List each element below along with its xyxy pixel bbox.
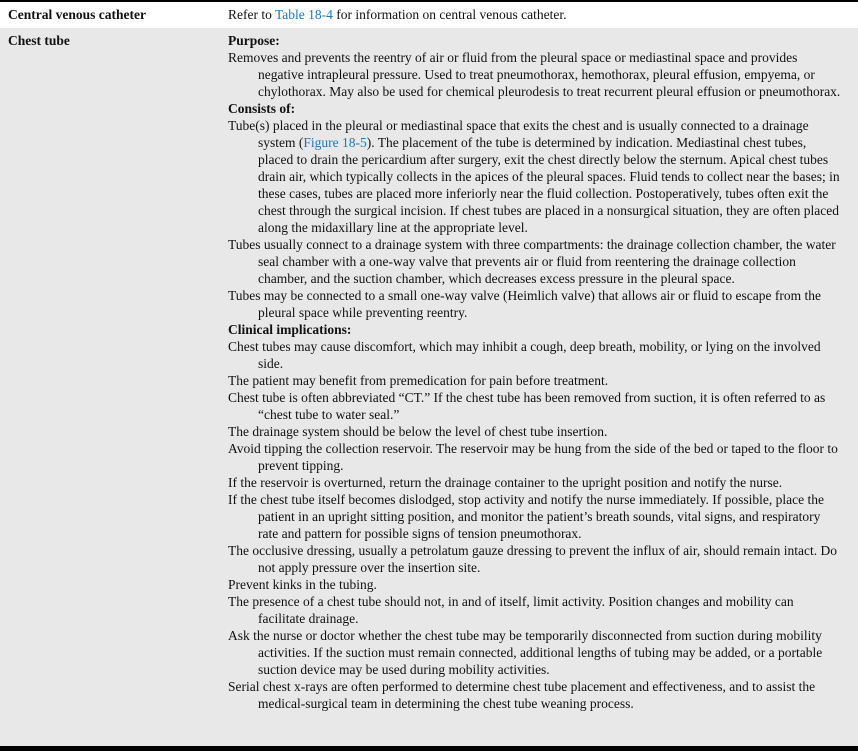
text-segment: Chest tube is often abbreviated “CT.” If the chest tube has been removed from suction, it is often referred to as “chest tube to water seal.” <box>228 390 826 422</box>
text-segment: The presence of a chest tube should not, in and of itself, limit activity. Position changes and mobility can facilitate drainage. <box>228 594 794 626</box>
paragraph <box>228 389 842 423</box>
table-row-chest-tube <box>0 28 858 746</box>
definition-cell <box>228 32 842 712</box>
text-segment: Refer to <box>228 7 275 22</box>
cross-reference-link[interactable]: Table 18-4 <box>275 7 333 22</box>
paragraph <box>228 491 842 542</box>
term-cell: Chest tube <box>8 33 70 48</box>
paragraph <box>228 117 842 236</box>
text-segment: The occlusive dressing, usually a petrolatum gauze dressing to prevent the influx of air, should remain intact. Do not apply pressure over the insertion site. <box>228 543 838 575</box>
paragraph <box>228 287 842 321</box>
text-segment: Tubes usually connect to a drainage system with three compartments: the drainage collection chamber, the water seal chamber with a one-way valve that prevents air or fluid from reentering the drainage collection chamber, and the suction chamber, which decreases excess pressure in the pleural space. <box>228 237 836 286</box>
text-segment: The drainage system should be below the level of chest tube insertion. <box>228 424 608 439</box>
text-segment: Purpose: <box>228 33 280 48</box>
section-heading <box>228 100 842 117</box>
text-segment: Avoid tipping the collection reservoir. The reservoir may be hung from the side of the bed or taped to the floor to prevent tipping. <box>228 441 838 473</box>
text-segment: Consists of: <box>228 101 296 116</box>
paragraph <box>228 542 842 576</box>
text-segment: Chest tubes may cause discomfort, which may inhibit a cough, deep breath, mobility, or lying on the involved side. <box>228 339 821 371</box>
paragraph <box>228 49 842 100</box>
paragraph <box>228 372 842 389</box>
text-segment: Tubes may be connected to a small one-way valve (Heimlich valve) that allows air or fluid to escape from the pleural space while preventing reentry. <box>228 288 821 320</box>
paragraph <box>228 576 842 593</box>
section-heading <box>228 32 842 49</box>
definition-cell <box>228 6 842 23</box>
text-segment: for information on central venous catheter. <box>332 7 567 22</box>
table-row-central-venous-catheter <box>0 2 858 28</box>
paragraph <box>228 474 842 491</box>
paragraph <box>228 627 842 678</box>
text-segment: Ask the nurse or doctor whether the chest tube may be temporarily disconnected from suction during mobility activities. If the suction must remain connected, additional lengths of tubing may be added, or a portable suction device may be used during mobility activities. <box>228 628 823 677</box>
text-segment: If the reservoir is overturned, return the drainage container to the upright position and notify the nurse. <box>228 475 783 490</box>
text-segment: The patient may benefit from premedication for pain before treatment. <box>228 373 609 388</box>
text-segment: Tube(s) placed in the pleural or mediastinal space that exits the chest and is usually connected to a drainage system ( <box>228 118 809 150</box>
text-segment: Removes and prevents the reentry of air or fluid from the pleural space or mediastinal space and provides negative intrapleural pressure. Used to treat pneumothorax, hemothorax, pleural effusion, empyema, or chylothorax. May also be used for chemical pleurodesis to treat recurrent pleural effusion or pneumothorax. <box>228 50 841 99</box>
paragraph <box>228 236 842 287</box>
cross-reference-link[interactable]: Figure 18-5 <box>303 135 367 150</box>
text-segment: ). The placement of the tube is determined by indication. Mediastinal chest tubes, placed to drain the pericardium after surgery, exit the chest directly below the sternum. Apical chest tubes drain air, which typically collects in the apices of the pleural spaces. Fluid tends to collect near the bases; in these cases, tubes are placed more inferiorly near the fluid collection. Postoperatively, tubes often exit the chest through the surgical incision. If chest tubes are placed in a nonsurgical situation, they are often placed along the midaxillary line at the appropriate level. <box>258 135 840 235</box>
text-segment: Clinical implications: <box>228 322 352 337</box>
text-segment: If the chest tube itself becomes dislodged, stop activity and notify the nurse immediately. If possible, place the patient in an upright sitting position, and monitor the patient’s breath sounds, vital signs, and respiratory rate and pattern for possible signs of tension pneumothorax. <box>228 492 824 541</box>
paragraph <box>228 678 842 712</box>
paragraph <box>228 440 842 474</box>
paragraph <box>228 6 842 23</box>
text-segment: Serial chest x-rays are often performed to determine chest tube placement and effectiveness, and to assist the medical-surgical team in determining the chest tube weaning process. <box>228 679 816 711</box>
paragraph <box>228 593 842 627</box>
term-cell: Central venous catheter <box>8 7 146 22</box>
paragraph <box>228 423 842 440</box>
text-segment: Prevent kinks in the tubing. <box>228 577 377 592</box>
paragraph <box>228 338 842 372</box>
section-heading <box>228 321 842 338</box>
